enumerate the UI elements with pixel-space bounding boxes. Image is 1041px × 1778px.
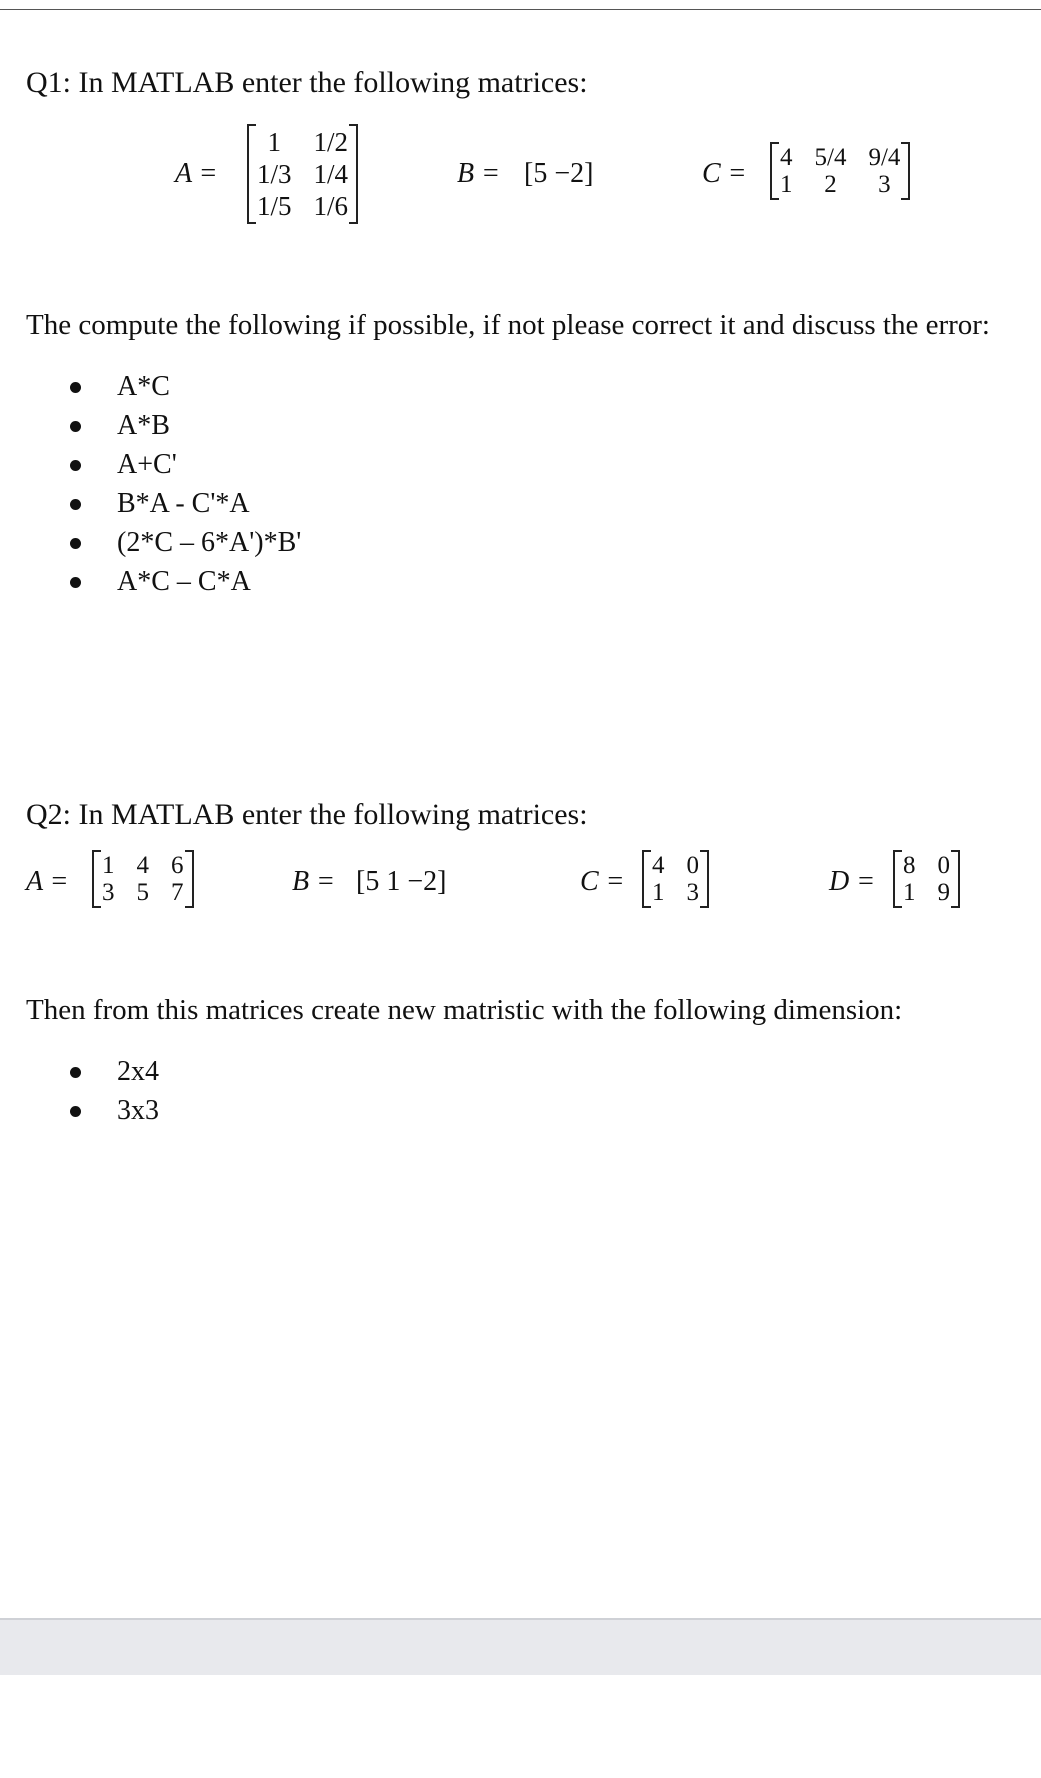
matrix-cell: 8 <box>903 852 916 879</box>
matrix-cell: 4 <box>136 852 149 879</box>
matrix-cell: 4 <box>780 144 793 171</box>
q2-matrix-d <box>893 850 960 908</box>
matrix-cell: 4 <box>652 852 665 879</box>
bullet-text: 3x3 <box>117 1095 159 1126</box>
matrix-cell: 5/4 <box>814 144 847 171</box>
bullet-text: B*A - C'*A <box>117 488 250 519</box>
q1-instruction: The compute the following if possible, if not please correct it and discuss the error: <box>26 309 990 341</box>
q1-matrix-b-label: B = <box>457 158 500 189</box>
q2-title: Q2: In MATLAB enter the following matrices: <box>26 798 588 831</box>
bracket-corner <box>700 850 707 852</box>
bullet-dot-icon <box>70 382 81 393</box>
bullet-text: (2*C – 6*A')*B' <box>117 527 302 558</box>
q2-matrix-c-label: C = <box>580 866 625 897</box>
bracket-corner <box>700 906 707 908</box>
bullet-dot-icon <box>70 421 81 432</box>
bracket-corner <box>901 198 908 200</box>
bullet-text: 2x4 <box>117 1056 159 1087</box>
q2-matrix-b-label: B = <box>292 866 335 897</box>
matrix-cell: 6 <box>171 852 184 879</box>
bullet-dot-icon <box>70 577 81 588</box>
matrix-cell: 0 <box>937 852 950 879</box>
bullet-text: A*C <box>117 371 170 402</box>
matrix-cell: 2 <box>824 171 837 198</box>
matrix-cell: 1 <box>780 171 793 198</box>
bullet-dot-icon <box>70 1067 81 1078</box>
bracket-corner <box>185 906 192 908</box>
q2-instruction: Then from this matrices create new matristic with the following dimension: <box>26 994 903 1026</box>
matrix-cell: 9 <box>937 879 950 906</box>
q1-title: Q1: In MATLAB enter the following matrices: <box>26 66 588 99</box>
matrix-cell: 1/2 <box>313 127 349 157</box>
bullet-text: A+C' <box>117 449 177 480</box>
matrix-cell: 3 <box>878 171 891 198</box>
q1-matrix-b: [5 −2] <box>524 158 594 189</box>
matrix-cell: 7 <box>171 879 184 906</box>
bracket-corner <box>951 850 958 852</box>
q2-matrix-d-label: D = <box>829 866 876 897</box>
matrix-cell: 1 <box>267 127 281 157</box>
bracket-corner <box>349 124 356 126</box>
q1-matrix-c-label: C = <box>702 158 747 189</box>
matrix-cell: 3 <box>102 879 115 906</box>
matrix-cell: 0 <box>686 852 699 879</box>
matrix-cell: 1/3 <box>257 159 292 189</box>
matrix-cell: 1 <box>652 879 665 906</box>
bullet-dot-icon <box>70 1106 81 1117</box>
bracket-corner <box>349 222 356 224</box>
matrix-cell: 1/6 <box>313 191 349 221</box>
top-rule <box>0 9 1041 10</box>
bullet-dot-icon <box>70 538 81 549</box>
q2-matrix-b: [5 1 −2] <box>356 866 447 897</box>
matrix-cell: 5 <box>136 879 149 906</box>
matrix-cell: 1/5 <box>257 191 292 221</box>
matrix-cell: 1 <box>903 879 916 906</box>
bullet-text: A*C – C*A <box>117 566 251 597</box>
q1-matrix-a-label: A = <box>175 158 218 189</box>
matrix-cell: 3 <box>686 879 699 906</box>
bracket-corner <box>901 142 908 144</box>
bracket-corner <box>951 906 958 908</box>
q1-matrix-c <box>770 142 910 200</box>
bullet-text: A*B <box>117 410 170 441</box>
q2-matrix-c <box>642 850 709 908</box>
q2-matrix-a-label: A = <box>26 866 69 897</box>
matrix-cell: 9/4 <box>868 144 901 171</box>
bullet-dot-icon <box>70 460 81 471</box>
q1-matrix-a <box>247 124 358 224</box>
bracket-corner <box>185 850 192 852</box>
bottom-bar <box>0 1618 1041 1675</box>
q2-matrix-a <box>92 850 194 908</box>
bullet-dot-icon <box>70 499 81 510</box>
matrix-cell: 1 <box>102 852 115 879</box>
matrix-cell: 1/4 <box>313 159 349 189</box>
